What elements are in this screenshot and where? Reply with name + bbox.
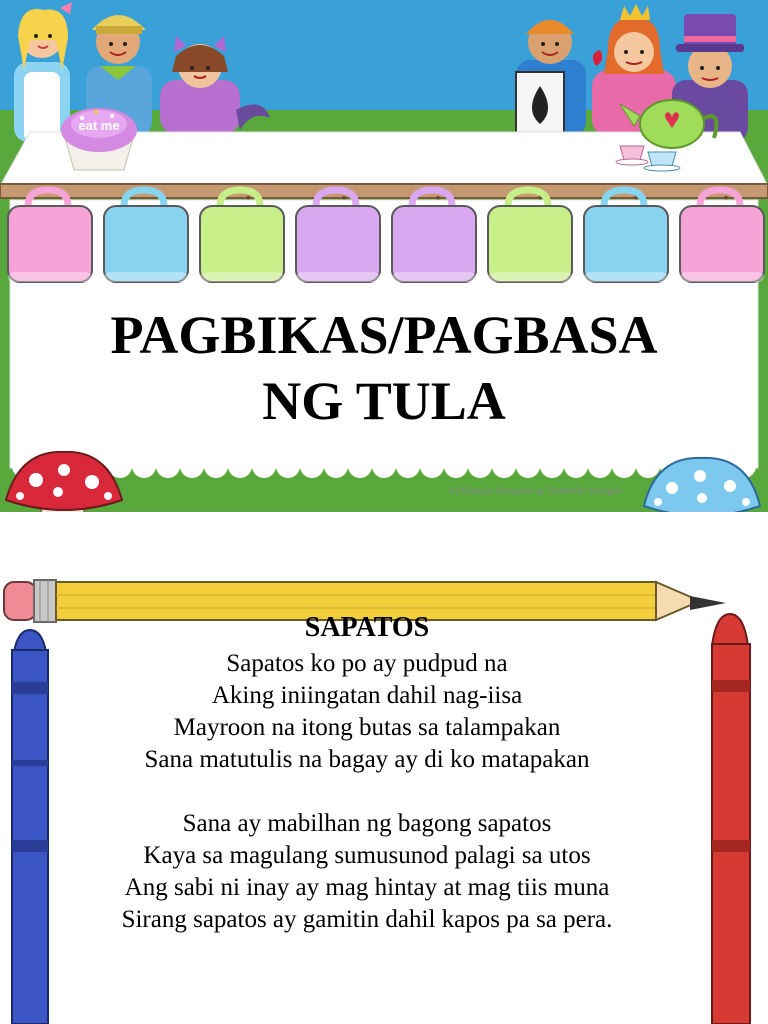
slide-title-line-2: NG TULA (262, 371, 506, 431)
shelf (0, 184, 768, 198)
poem-slide (0, 576, 768, 1024)
scalloped-edge (12, 454, 756, 478)
poem-line: Mayroon na itong butas sa talampakan (173, 714, 561, 741)
poem-title: SAPATOS (304, 612, 430, 643)
poem-line: Ang sabi ni inay ay mag hintay at mag tiis muna (124, 874, 610, 901)
poem-line: Aking iniingatan dahil nag-iisa (211, 682, 523, 709)
stanza-break (0, 776, 734, 808)
poem-line: Sirang sapatos ay gamitin dahil kapos pa sa pera. (121, 906, 613, 933)
alice-character (14, 2, 72, 142)
slide-title-line-1: PAGBIKAS/PAGBASA (110, 305, 658, 365)
poem-line: Kaya sa magulang sumusunod palagi sa utos (143, 842, 591, 869)
poem-line: Sapatos ko po ay pudpud na (226, 650, 508, 677)
poem-body (0, 648, 734, 936)
poem-line: Sana matutulis na bagay ay di ko matapakan (144, 746, 590, 773)
poem-line: Sana ay mabilhan ng bagong sapatos (182, 810, 552, 837)
eat-me-label: eat me (78, 118, 120, 133)
slide-gap (0, 512, 768, 576)
template-credit: KZChange Template by ThistleGirl Designs (450, 486, 623, 496)
